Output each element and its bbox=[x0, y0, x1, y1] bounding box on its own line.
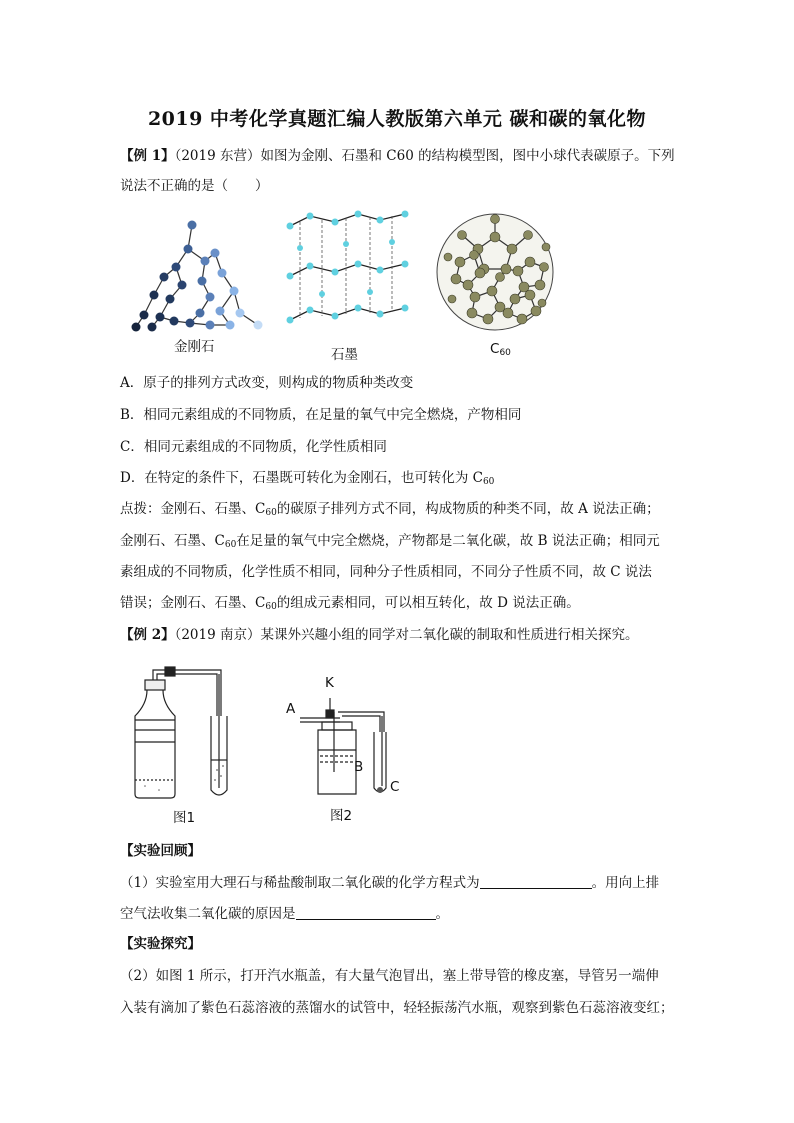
hint-line4-sub: 60 bbox=[265, 602, 277, 612]
option-b: B．相同元素组成的不同物质，在足量的氧气中完全燃烧，产物相同 bbox=[120, 407, 522, 423]
option-a: A．原子的排列方式改变，则构成的物质种类改变 bbox=[120, 375, 414, 391]
figure2-letter-c: C bbox=[390, 779, 400, 795]
question2-line2: 入装有滴加了紫色石蕊溶液的蒸馏水的试管中，轻轻振荡汽水瓶，观察到紫色石蕊溶液变红； bbox=[120, 1000, 674, 1016]
option-c: C．相同元素组成的不同物质，化学性质相同 bbox=[120, 439, 387, 455]
example1-stem-line2: 说法不正确的是（ ） bbox=[120, 178, 269, 194]
example1-stem-text: （2019 东营）如图为金刚、石墨和 C60 的结构模型图，图中小球代表碳原子。下列 bbox=[174, 148, 675, 164]
hint-line1 bbox=[120, 499, 680, 523]
example2-stem bbox=[120, 625, 680, 645]
hint-line2-post: 在足量的氧气中完全燃烧，产物都是二氧化碳，故 B 说法正确；相同元 bbox=[236, 533, 660, 549]
explore-heading bbox=[120, 934, 680, 954]
question2-line1: （2）如图 1 所示，打开汽水瓶盖，有大量气泡冒出，塞上带导管的橡皮塞，导管另一端伸 bbox=[120, 968, 659, 984]
question1-text-d: 。 bbox=[435, 906, 449, 922]
option-d-sub: 60 bbox=[482, 477, 495, 487]
review-heading-text: 【实验回顾】 bbox=[120, 843, 201, 859]
hint-line2-pre: 金刚石、石墨、C bbox=[120, 533, 225, 549]
c60-structure-figure bbox=[430, 207, 560, 337]
option-d bbox=[120, 468, 680, 492]
c60-label bbox=[490, 341, 511, 358]
c60-label-sub: 60 bbox=[499, 348, 511, 358]
question1-text-c: 空气法收集二氧化碳的原因是 bbox=[120, 906, 296, 922]
hint-line2 bbox=[120, 531, 680, 555]
hint-line1-pre: 点拨：金刚石、石墨、C bbox=[120, 501, 266, 517]
hint-line4 bbox=[120, 593, 680, 617]
example1-stem-line1 bbox=[120, 146, 680, 166]
diamond-structure-figure bbox=[130, 215, 270, 335]
question1-text-b: 。用向上排 bbox=[591, 875, 660, 891]
figure1-apparatus bbox=[125, 660, 245, 805]
figure2-letter-b: B bbox=[354, 759, 364, 775]
explore-heading-text: 【实验探究】 bbox=[120, 936, 201, 952]
figure2-letter-a: A bbox=[286, 701, 296, 717]
reason-answer-blank[interactable] bbox=[296, 905, 436, 920]
diamond-label: 金刚石 bbox=[174, 339, 215, 355]
c60-label-c: C bbox=[490, 341, 500, 357]
hint-line4-post: 的组成元素相同，可以相互转化，故 D 说法正确。 bbox=[276, 595, 580, 611]
graphite-label: 石墨 bbox=[331, 347, 358, 363]
hint-line1-post: 的碳原子排列方式不同，构成物质的种类不同，故 A 说法正确； bbox=[276, 501, 660, 517]
hint-line3: 素组成的不同物质，化学性质不相同，同种分子性质相同，不同分子性质不同，故 C 说法 bbox=[120, 564, 652, 580]
graphite-structure-figure bbox=[280, 208, 415, 333]
example2-stem-text: （2019 南京）某课外兴趣小组的同学对二氧化碳的制取和性质进行相关探究。 bbox=[174, 627, 639, 643]
hint-line1-sub: 60 bbox=[265, 508, 277, 518]
figure1-label: 图1 bbox=[173, 810, 196, 826]
question1-line1 bbox=[120, 873, 680, 893]
example1-tag: 【例 1】 bbox=[120, 148, 175, 164]
figure2-label: 图2 bbox=[330, 808, 353, 824]
option-d-text: D．在特定的条件下，石墨既可转化为金刚石，也可转化为 C bbox=[120, 470, 483, 486]
equation-answer-blank[interactable] bbox=[480, 874, 592, 889]
question1-text-a: （1）实验室用大理石与稀盐酸制取二氧化碳的化学方程式为 bbox=[120, 875, 480, 891]
figure2-letter-k: K bbox=[325, 675, 334, 691]
page-title: 2019 中考化学真题汇编人教版第六单元 碳和碳的氧化物 bbox=[147, 108, 647, 130]
example2-tag: 【例 2】 bbox=[120, 627, 175, 643]
question1-line2 bbox=[120, 904, 680, 924]
review-heading bbox=[120, 841, 680, 861]
hint-line4-pre: 错误；金刚石、石墨、C bbox=[120, 595, 266, 611]
figure2-apparatus bbox=[300, 690, 400, 802]
hint-line2-sub: 60 bbox=[224, 540, 237, 550]
